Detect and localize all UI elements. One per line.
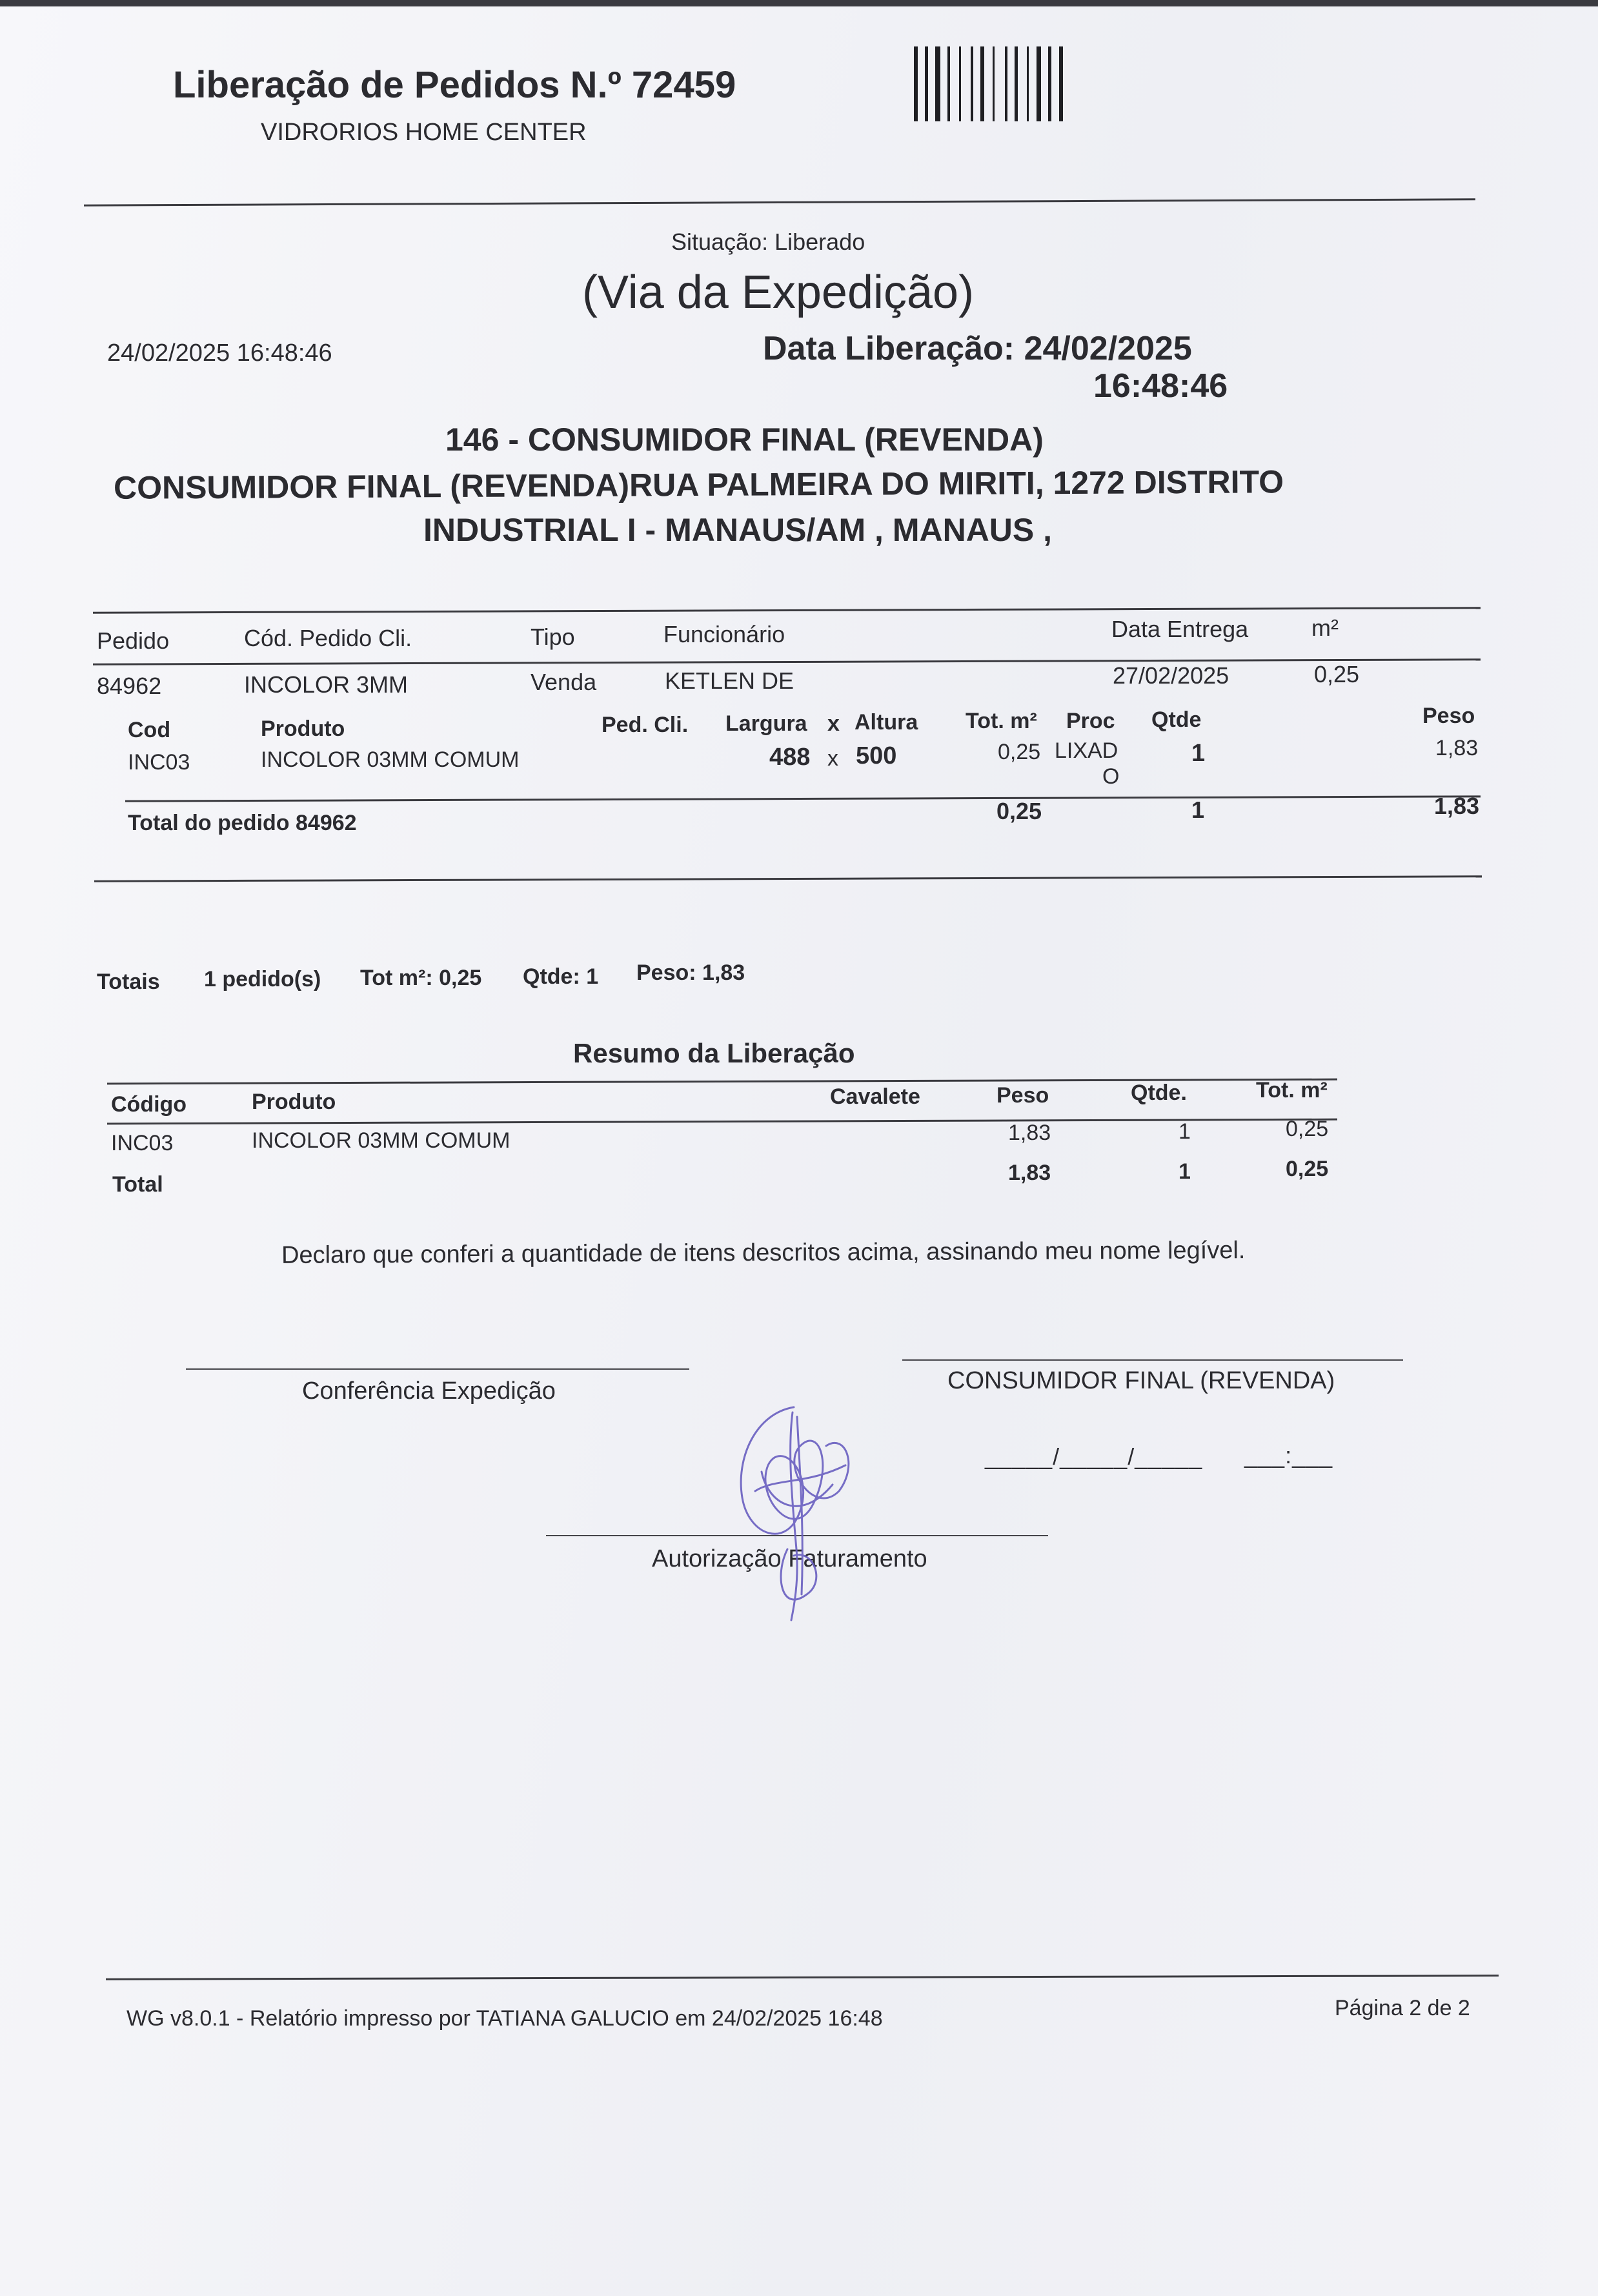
item-col-proc: Proc [1066, 709, 1115, 733]
consumidor-line [902, 1359, 1403, 1361]
table-top-line [93, 607, 1481, 614]
row-cod-pedido-cli: INCOLOR 3MM [244, 671, 409, 698]
resumo-header-line [107, 1119, 1337, 1125]
item-col-cod: Cod [128, 718, 171, 742]
barcode [911, 45, 1157, 123]
row-data-entrega: 27/02/2025 [1113, 662, 1229, 689]
row-m2: 0,25 [1314, 661, 1360, 687]
totais-qtde: Qtde: 1 [523, 964, 599, 989]
item-col-qtde: Qtde [1151, 707, 1202, 732]
resumo-title: Resumo da Liberação [573, 1038, 855, 1068]
resumo-row-qtde: 1 [1178, 1119, 1191, 1144]
totais-label: Totais [97, 970, 160, 994]
via-label: (Via da Expedição) [582, 267, 975, 318]
client-title: 146 - CONSUMIDOR FINAL (REVENDA) [445, 422, 1044, 458]
item-proc-line1: LIXAD [1055, 738, 1118, 763]
item-produto: INCOLOR 03MM COMUM [261, 747, 520, 772]
company-name: VIDRORIOS HOME CENTER [261, 119, 587, 146]
resumo-total-label: Total [112, 1172, 163, 1197]
order-total-label: Total do pedido 84962 [128, 811, 357, 835]
header-divider [84, 198, 1475, 206]
document-title: Liberação de Pedidos N.º 72459 [173, 64, 736, 106]
resumo-col-cavalete: Cavalete [830, 1084, 920, 1109]
resumo-row-peso: 1,83 [1008, 1121, 1051, 1145]
data-liberacao-time: 16:48:46 [1093, 367, 1228, 405]
date-blank: _____/_____/_____ [985, 1443, 1203, 1470]
order-total-qtde: 1 [1191, 797, 1205, 823]
resumo-row-tot-m2: 0,25 [1286, 1117, 1329, 1141]
footer-printed-by: WG v8.0.1 - Relatório impresso por TATIANA GALUCIO em 24/02/2025 16:48 [126, 2006, 883, 2031]
col-m2: m² [1311, 615, 1339, 641]
time-blank: ___:___ [1244, 1442, 1333, 1468]
col-funcionario: Funcionário [663, 621, 785, 647]
item-altura: 500 [856, 742, 897, 769]
scan-edge [0, 0, 1598, 6]
col-data-entrega: Data Entrega [1111, 616, 1249, 642]
item-qtde: 1 [1191, 740, 1206, 767]
item-col-ped-cli: Ped. Cli. [602, 713, 689, 737]
table-header-line [93, 658, 1481, 665]
row-tipo: Venda [531, 669, 597, 695]
item-col-x: x [827, 711, 840, 736]
conferencia-label: Conferência Expedição [302, 1377, 556, 1405]
consumidor-label: CONSUMIDOR FINAL (REVENDA) [947, 1367, 1335, 1394]
item-largura: 488 [769, 744, 811, 771]
item-col-tot-m2: Tot. m² [966, 709, 1037, 733]
footer-page: Página 2 de 2 [1335, 1996, 1470, 2020]
order-total-m2: 0,25 [996, 798, 1042, 824]
item-col-peso: Peso [1422, 704, 1475, 728]
row-funcionario: KETLEN DE [665, 667, 794, 694]
resumo-col-qtde: Qtde. [1131, 1081, 1187, 1105]
totais-pedidos: 1 pedido(s) [204, 967, 321, 991]
row-pedido: 84962 [97, 673, 162, 699]
order-end-line [94, 875, 1482, 882]
footer-line [106, 1975, 1499, 1980]
resumo-row-codigo: INC03 [111, 1131, 174, 1155]
item-x: x [827, 746, 838, 771]
item-proc-line2: O [1102, 764, 1120, 789]
autorizacao-label: Autorização Faturamento [652, 1545, 927, 1572]
item-cod: INC03 [128, 750, 190, 775]
col-pedido: Pedido [97, 627, 170, 654]
resumo-total-peso: 1,83 [1008, 1161, 1051, 1185]
col-cod-pedido-cli: Cód. Pedido Cli. [244, 625, 412, 651]
client-address-line1: CONSUMIDOR FINAL (REVENDA)RUA PALMEIRA DO MIRITI, 1272 DISTRITO [113, 463, 1284, 506]
situacao-text: Situação: Liberado [671, 229, 865, 255]
totais-tot-m2: Tot m²: 0,25 [360, 966, 482, 990]
resumo-col-tot-m2: Tot. m² [1256, 1078, 1328, 1102]
handwritten-signature [716, 1401, 871, 1627]
data-liberacao: Data Liberação: 24/02/2025 [763, 330, 1192, 367]
item-peso: 1,83 [1435, 736, 1479, 760]
item-col-largura: Largura [725, 711, 807, 736]
declaration-text: Declaro que conferi a quantidade de itens descritos acima, assinando meu nome legível. [281, 1237, 1246, 1269]
conferencia-line [186, 1368, 689, 1370]
resumo-col-codigo: Código [111, 1092, 187, 1117]
resumo-col-peso: Peso [996, 1083, 1049, 1108]
item-tot-m2: 0,25 [998, 740, 1041, 764]
resumo-total-qtde: 1 [1178, 1159, 1191, 1184]
resumo-col-produto: Produto [252, 1090, 336, 1114]
order-total-peso: 1,83 [1434, 793, 1480, 819]
print-datetime: 24/02/2025 16:48:46 [107, 340, 332, 367]
col-tipo: Tipo [531, 624, 575, 650]
resumo-row-produto: INCOLOR 03MM COMUM [252, 1128, 511, 1153]
client-address-line2: INDUSTRIAL I - MANAUS/AM , MANAUS , [423, 512, 1053, 548]
resumo-total-tot-m2: 0,25 [1286, 1157, 1329, 1181]
item-total-line [125, 795, 1481, 802]
totais-peso: Peso: 1,83 [636, 960, 745, 985]
item-col-altura: Altura [855, 710, 918, 735]
item-col-produto: Produto [261, 716, 345, 741]
